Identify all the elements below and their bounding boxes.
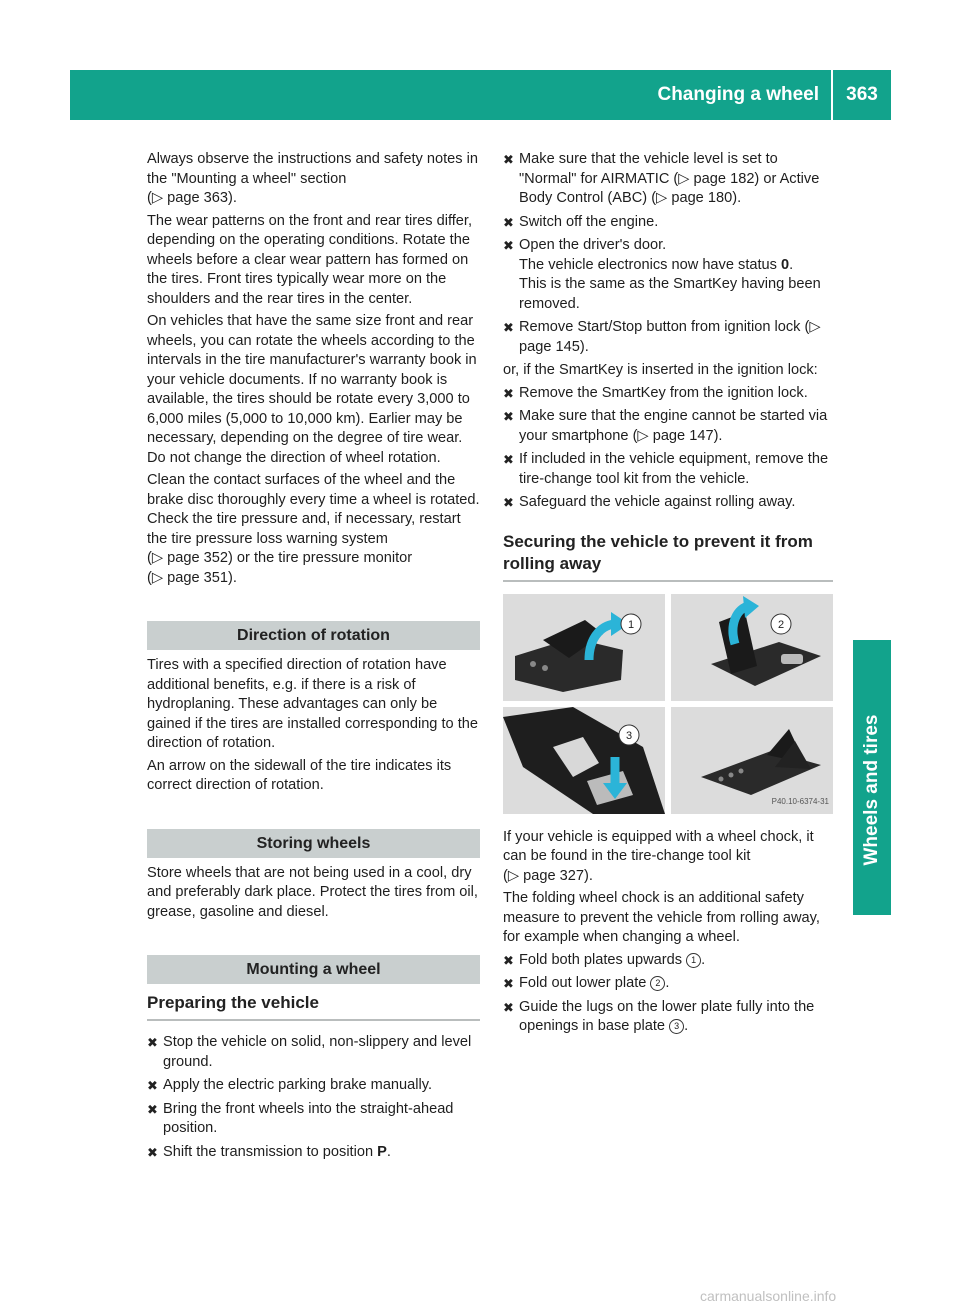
step-arrow-icon: ✖ <box>503 952 514 968</box>
or-text: or, if the SmartKey is inserted in the ignition lock: <box>503 362 818 378</box>
wear-pattern-text: The wear patterns on the front and rear tires differ, depending on the operating conditions. Rotate the wheels before a clear wear pattern has formed on the tires. Front tires typically wear more on the shoulders and the rear tires in the center. <box>147 212 473 307</box>
storing-heading: Storing wheels <box>147 829 480 858</box>
figure-reference: P40.10-6374-31 <box>771 797 829 806</box>
figure-panel-2 <box>671 594 833 701</box>
section-side-tab <box>853 640 891 915</box>
step-item: ✖ Remove the SmartKey from the ignition lock. <box>503 384 833 404</box>
step-item: ✖ Fold out lower plate 2 . <box>503 974 833 994</box>
step-item: ✖ Switch off the engine. <box>503 213 833 233</box>
step-arrow-icon: ✖ <box>503 999 514 1015</box>
wheel-chock-location-text: If your vehicle is equipped with a wheel chock, it can be found in the tire-change tool kit (▷ page 327). <box>503 828 814 884</box>
step-arrow-icon: ✖ <box>147 1078 158 1093</box>
step-arrow-icon: ✖ <box>147 1144 158 1160</box>
figure-marker-1: 1 <box>627 618 635 631</box>
preparing-subheading: Preparing the vehicle <box>147 992 480 1021</box>
step-item: ✖ Safeguard the vehicle against rolling away. <box>503 493 833 513</box>
page-number: 363 <box>846 84 878 105</box>
step-arrow-icon: ✖ <box>503 320 514 335</box>
step-arrow-icon: ✖ <box>147 1035 158 1050</box>
step-item: ✖ Fold both plates upwards 1 . <box>503 951 833 971</box>
step-arrow-icon: ✖ <box>503 238 514 253</box>
figure-marker-2: 2 <box>777 618 785 631</box>
marker-3: 3 <box>669 1019 684 1034</box>
rotate-interval-text: On vehicles that have the same size front and rear wheels, you can rotate the wheels according to the intervals in the tire manufacturer's warranty book in your vehicle documents. If no warranty book is available, the tires should be rotate every 3,000 to 6,000 miles (5,000 to 10,000 km). Earlier may be necessary, depending on the degree of tire wear. Do not change the direction of wheel rotation. <box>147 313 477 466</box>
direction-heading: Direction of rotation <box>147 621 480 650</box>
figure-panel-4 <box>671 707 833 814</box>
mounting-heading: Mounting a wheel <box>147 955 480 984</box>
intro-text: Always observe the instructions and safety notes in the "Mounting a wheel" section (▷ page 363). <box>147 151 478 206</box>
step-arrow-icon: ✖ <box>147 1101 158 1117</box>
step-item: ✖ Guide the lugs on the lower plate fully into the openings in base plate 3 . <box>503 998 815 1034</box>
footer-watermark: carmanualsonline.info <box>700 1288 837 1304</box>
right-column <box>503 150 833 1041</box>
step-arrow-icon: ✖ <box>503 409 514 424</box>
step-item: ✖ Apply the electric parking brake manually. <box>147 1076 480 1096</box>
step-item: ✖ Bring the front wheels into the straight-ahead position. <box>147 1100 454 1136</box>
wheel-chock-guide-lugs-image <box>503 707 665 814</box>
wheel-chock-purpose-text: The folding wheel chock is an additional safety measure to prevent the vehicle from rolling away, for example when changing a wheel. <box>503 890 820 945</box>
step-arrow-icon: ✖ <box>503 152 514 167</box>
step-item: ✖ Stop the vehicle on solid, non-slippery and level ground. <box>147 1034 472 1070</box>
step-arrow-icon: ✖ <box>503 385 514 401</box>
step-item: ✖ Make sure that the vehicle level is set to "Normal" for AIRMATIC (▷ page 182) or Active Body Control (ABC) (▷ page 180). <box>503 151 820 206</box>
figure-panel-1 <box>503 594 665 701</box>
step-arrow-icon: ✖ <box>503 976 514 991</box>
wheel-chock-fold-out-image <box>671 594 833 701</box>
figure-marker-3: 3 <box>625 729 633 742</box>
direction-arrow-text: An arrow on the sidewall of the tire indicates its correct direction of rotation. <box>147 757 452 793</box>
side-tab-label: Wheels and tires <box>861 714 882 866</box>
direction-text: Tires with a specified direction of rotation have additional benefits, e.g. if there is a risk of hydroplaning. These advantages can only be gained if the tires are installed corresponding to the direction of rotation. <box>147 657 478 751</box>
step-arrow-icon: ✖ <box>503 452 514 467</box>
wheel-chock-fold-up-image <box>503 594 665 701</box>
step-arrow-icon: ✖ <box>503 214 514 230</box>
wheel-chock-figure <box>503 594 833 814</box>
step-item: ✖ Open the driver's door. The vehicle electronics now have status 0. This is the same as the SmartKey having been removed. <box>503 237 821 312</box>
step-item: ✖ If included in the vehicle equipment, remove the tire-change tool kit from the vehicle. <box>503 451 829 487</box>
page-header <box>70 70 891 120</box>
step-item: ✖ Shift the transmission to position P. <box>147 1143 480 1163</box>
marker-2: 2 <box>650 976 665 991</box>
step-item: ✖ Make sure that the engine cannot be started via your smartphone (▷ page 147). <box>503 408 828 444</box>
securing-subheading: Securing the vehicle to prevent it from rolling away <box>503 531 833 582</box>
storing-text: Store wheels that are not being used in a cool, dry and preferably dark place. Protect the tires from oil, grease, gasoline and diesel. <box>147 864 478 920</box>
clean-contact-text: Clean the contact surfaces of the wheel and the brake disc thoroughly every time a wheel is rotated. Check the tire pressure and, if necessary, restart the tire pressure loss warning system (▷ page 352) or the tire pressure monitor (▷ page 351). <box>147 472 480 586</box>
left-column <box>147 150 480 1166</box>
header-title: Changing a wheel <box>657 84 819 105</box>
marker-1: 1 <box>686 953 701 968</box>
step-arrow-icon: ✖ <box>503 495 514 510</box>
step-item: ✖ Remove Start/Stop button from ignition lock (▷ page 145). <box>503 319 821 355</box>
figure-panel-3 <box>503 707 665 814</box>
